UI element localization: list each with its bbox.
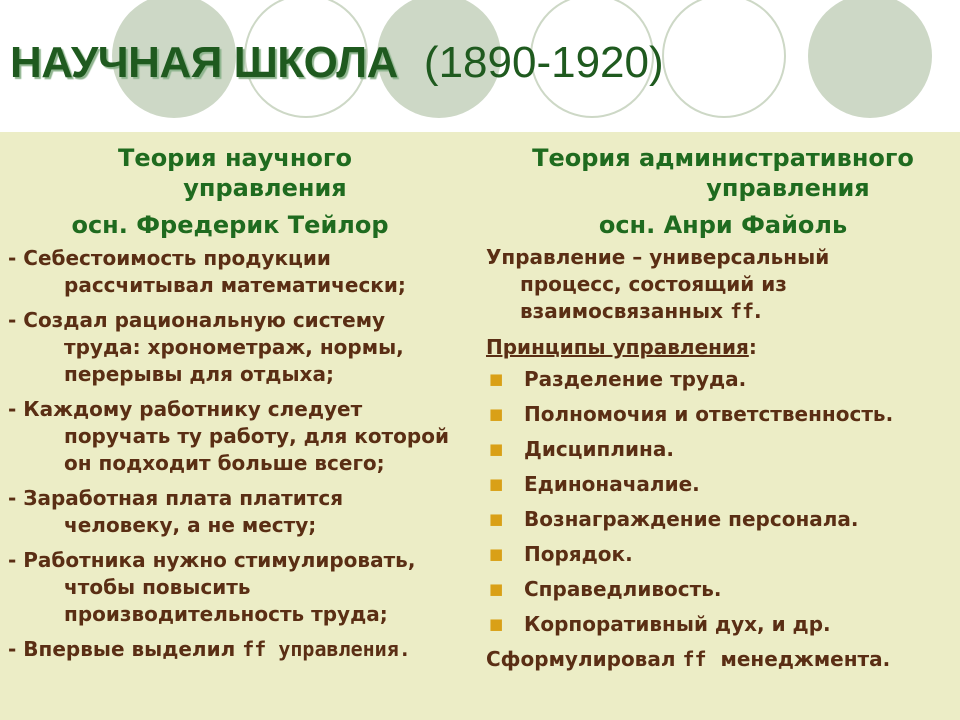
content-panel: [0, 132, 960, 720]
square-bullet-icon: ■: [489, 545, 504, 563]
summary-symbol: ff: [682, 647, 707, 671]
list-item-line: чтобы повысить: [64, 575, 251, 599]
intro-first-line: Управление – универсальный: [486, 245, 830, 269]
square-bullet-icon: ■: [489, 615, 504, 633]
principle-text: Единоначалие.: [524, 472, 700, 496]
left-heading: [0, 143, 470, 203]
list-item-text: - Впервые выделил: [8, 637, 243, 661]
column-scientific-management: [0, 132, 470, 671]
title-main: НАУЧНАЯ ШКОЛА: [10, 38, 398, 87]
list-item-line: рассчитывал математически;: [64, 273, 406, 297]
summary-line: [486, 646, 960, 673]
list-item: [8, 547, 470, 628]
square-bullet-icon: ■: [489, 440, 504, 458]
list-item: [8, 307, 470, 388]
square-bullet-icon: ■: [489, 580, 504, 598]
list-item-first-line: - Работника нужно стимулировать,: [8, 548, 416, 572]
left-heading-line1: Теория научного: [118, 144, 352, 172]
list-item-line: поручать ту работу, для которой: [64, 424, 449, 448]
intro-line-end: .: [754, 299, 762, 323]
right-intro: [486, 244, 960, 325]
list-item-first-line: - Каждому работнику следует: [8, 397, 363, 421]
square-bullet-icon: ■: [489, 475, 504, 493]
list-item-line: перерывы для отдыха;: [64, 362, 334, 386]
principle-text: Корпоративный дух, и др.: [524, 612, 831, 636]
right-heading-line2: управления: [706, 174, 870, 202]
principles-heading: [486, 334, 960, 361]
list-item-last: [8, 636, 470, 663]
square-bullet-icon: ■: [489, 510, 504, 528]
list-item-first-line: - Заработная плата платится: [8, 486, 344, 510]
decor-circle-6: [808, 0, 932, 118]
right-founder: осн. Анри Файоль: [598, 211, 848, 239]
principles-list: [486, 366, 960, 638]
list-item-first-line: - Себестоимость продукции: [8, 246, 331, 270]
left-item-list: [0, 245, 470, 663]
intro-line: процесс, состоящий из: [520, 272, 787, 296]
list-item: [486, 436, 960, 463]
summary-end: менеджмента.: [706, 647, 891, 671]
list-item: [486, 366, 960, 393]
list-item: [8, 245, 470, 299]
summary-text: Сформулировал: [486, 647, 683, 671]
right-heading: [486, 143, 960, 203]
square-bullet-icon: ■: [489, 405, 504, 423]
square-bullet-icon: ■: [489, 370, 504, 388]
intro-line: [486, 298, 960, 325]
list-item: [486, 471, 960, 498]
slide-title: [10, 38, 664, 88]
list-item: [486, 541, 960, 568]
list-item-line: производительность труда;: [64, 602, 388, 626]
principle-text: Вознаграждение персонала.: [524, 507, 859, 531]
list-item-line: труда: хронометраж, нормы,: [64, 335, 404, 359]
list-item: [486, 576, 960, 603]
principle-text: Полномочия и ответственность.: [524, 402, 894, 426]
list-item: [8, 396, 470, 477]
column-administrative-management: [486, 132, 960, 673]
left-heading-line2: управления: [183, 174, 347, 202]
list-item-first-line: - Создал рациональную систему: [8, 308, 386, 332]
intro-line-text: взаимосвязанных: [520, 299, 730, 323]
title-years: (1890-1920): [423, 38, 664, 87]
principle-text: Справедливость.: [524, 577, 722, 601]
principles-heading-label: Принципы управления: [486, 335, 749, 359]
list-item: [486, 611, 960, 638]
principle-text: Разделение труда.: [524, 367, 747, 391]
intro-symbol: ff: [729, 299, 755, 323]
principles-heading-colon: :: [748, 335, 757, 359]
right-heading-line1: Теория административного: [532, 144, 914, 172]
left-founder: осн. Фредерик Тейлор: [71, 211, 389, 239]
list-item-symbol: ff управления.: [242, 637, 411, 661]
list-item-line: человеку, а не месту;: [64, 513, 317, 537]
principle-text: Порядок.: [524, 542, 633, 566]
list-item: [8, 485, 470, 539]
list-item: [486, 401, 960, 428]
decor-circle-5: [662, 0, 786, 118]
right-body: [486, 244, 960, 673]
list-item-line: он подходит больше всего;: [64, 451, 385, 475]
list-item: [486, 506, 960, 533]
principle-text: Дисциплина.: [524, 437, 674, 461]
